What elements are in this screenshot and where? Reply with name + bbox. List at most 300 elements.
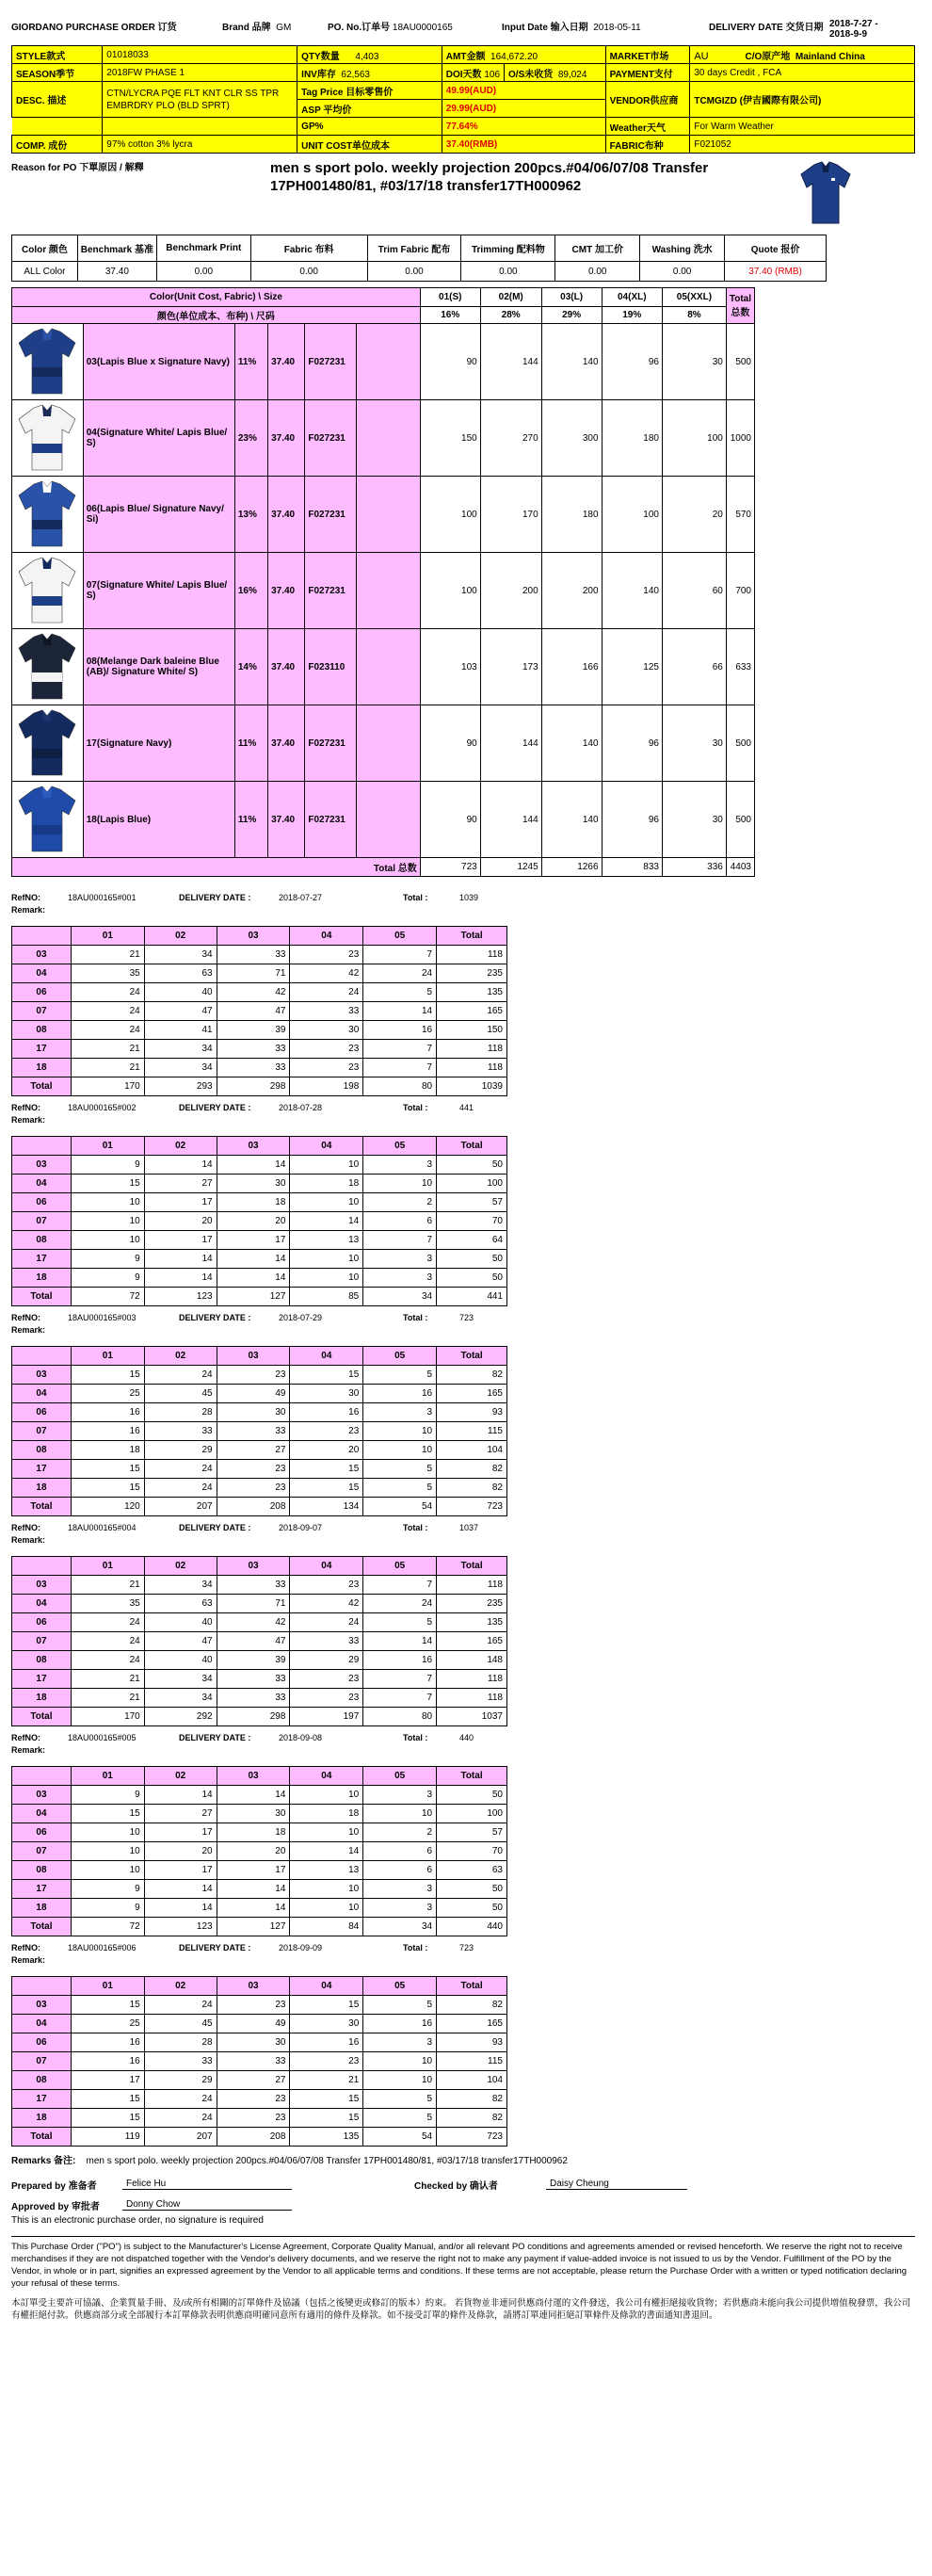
split-row: [12, 1441, 507, 1460]
split-quantity-cell: 15: [290, 2109, 363, 2128]
color-unit-cost: 37.40: [268, 477, 305, 553]
split-quantity-cell: 16: [363, 1021, 437, 1040]
split-quantity-cell: 7: [363, 1576, 437, 1595]
split-quantity-cell: 235: [437, 964, 507, 983]
split-quantity-cell: 13: [290, 1861, 363, 1880]
split-quantity-cell: 7: [363, 1059, 437, 1077]
split-total-row: [12, 1288, 507, 1306]
color-unit-cost: 37.40: [268, 400, 305, 477]
split-quantity-cell: 10: [290, 1193, 363, 1212]
split-color-code: 04: [12, 1175, 72, 1193]
split-quantity-cell: 57: [437, 1193, 507, 1212]
delivery-split-meta: [11, 1940, 923, 1955]
split-quantity-cell: 23: [290, 1576, 363, 1595]
split-row: [12, 2071, 507, 2090]
ref-label: RefNO:: [11, 1103, 40, 1112]
split-quantity-cell: 14: [217, 1250, 290, 1269]
split-size-header: 04: [290, 1767, 363, 1786]
split-row: [12, 1861, 507, 1880]
split-quantity-cell: 5: [363, 1479, 437, 1498]
split-quantity-cell: 118: [437, 1689, 507, 1708]
split-quantity-cell: 34: [144, 1670, 217, 1689]
split-total-cell: 34: [363, 1918, 437, 1936]
split-quantity-cell: 15: [290, 1479, 363, 1498]
cost-value-cell: 0.00: [250, 262, 367, 282]
split-total-header: Total: [437, 1767, 507, 1786]
split-quantity-cell: 18: [290, 1805, 363, 1823]
split-quantity-cell: 5: [363, 2090, 437, 2109]
split-total-cell: 120: [71, 1498, 144, 1516]
split-quantity-cell: 21: [71, 1040, 144, 1059]
split-quantity-cell: 50: [437, 1250, 507, 1269]
split-total-row-label: Total: [12, 1077, 72, 1096]
season-value: 2018FW PHASE 1: [103, 64, 297, 82]
split-total-header: Total: [437, 1137, 507, 1156]
split-quantity-cell: 47: [144, 1632, 217, 1651]
row-total-cell: 1000: [726, 400, 754, 477]
split-size-header: 04: [290, 1557, 363, 1576]
split-quantity-cell: 16: [290, 1403, 363, 1422]
split-quantity-cell: 3: [363, 1403, 437, 1422]
split-color-code: 08: [12, 1231, 72, 1250]
split-total-header: Total: [437, 1977, 507, 1996]
split-quantity-cell: 10: [71, 1193, 144, 1212]
cost-value-cell: 0.00: [367, 262, 461, 282]
split-quantity-cell: 50: [437, 1786, 507, 1805]
split-quantity-cell: 20: [217, 1212, 290, 1231]
split-total-header: Total: [437, 927, 507, 946]
grand-total-cell: 1245: [480, 858, 541, 877]
split-quantity-cell: 15: [290, 1366, 363, 1385]
split-quantity-cell: 7: [363, 1689, 437, 1708]
split-quantity-cell: 24: [71, 1632, 144, 1651]
split-color-code: 07: [12, 1212, 72, 1231]
split-color-code: 03: [12, 946, 72, 964]
split-quantity-cell: 50: [437, 1269, 507, 1288]
quantity-cell: 125: [602, 629, 662, 705]
electronic-note: This is an electronic purchase order, no signature is required: [11, 2215, 264, 2226]
split-header-row: [12, 1557, 507, 1576]
split-quantity-cell: 24: [71, 1651, 144, 1670]
color-name: 08(Melange Dark baleine Blue (AB)/ Signature White/ S): [83, 629, 234, 705]
split-total-cell: 54: [363, 2128, 437, 2147]
split-row: [12, 2052, 507, 2071]
quantity-cell: 100: [420, 553, 480, 629]
split-size-header: 03: [217, 1347, 290, 1366]
color-unit-cost: 37.40: [268, 324, 305, 400]
quantity-cell: 96: [602, 324, 662, 400]
split-header-row: [12, 1767, 507, 1786]
split-total-label: Total :: [403, 1103, 428, 1112]
blank-cell: [356, 782, 420, 858]
tag-price-value: 49.99(AUD): [442, 82, 605, 100]
split-total-row-label: Total: [12, 1918, 72, 1936]
split-size-header: 01: [71, 927, 144, 946]
split-size-header: 04: [290, 1137, 363, 1156]
split-quantity-cell: 16: [71, 1403, 144, 1422]
split-quantity-cell: 15: [71, 2109, 144, 2128]
split-quantity-cell: 17: [144, 1861, 217, 1880]
split-color-code: 08: [12, 1861, 72, 1880]
split-color-code: 04: [12, 2015, 72, 2033]
cost-header-cell: Washing 洗水: [640, 235, 725, 262]
split-color-code: 04: [12, 1385, 72, 1403]
split-quantity-cell: 47: [144, 1002, 217, 1021]
split-quantity-cell: 50: [437, 1156, 507, 1175]
row-total-cell: 570: [726, 477, 754, 553]
split-quantity-cell: 25: [71, 1385, 144, 1403]
split-quantity-cell: 17: [217, 1231, 290, 1250]
polo-shirt-image: [15, 784, 79, 855]
product-polo-image: [797, 159, 854, 227]
split-total-row: [12, 2128, 507, 2147]
approval-row: Approved by 审批者 Donny Chow: [11, 2195, 923, 2215]
split-size-header: 03: [217, 1767, 290, 1786]
signatures-row: Prepared by 准备者 Felice Hu Checked by 确认者 Daisy Cheung: [11, 2174, 923, 2195]
delivery-date-label: DELIVERY DATE :: [179, 893, 251, 902]
delivery-date-label: DELIVERY DATE :: [179, 1103, 251, 1112]
split-quantity-cell: 24: [363, 964, 437, 983]
split-quantity-cell: 24: [144, 2090, 217, 2109]
split-size-header: 03: [217, 1557, 290, 1576]
split-total-row-label: Total: [12, 1708, 72, 1726]
row-total-cell: 500: [726, 782, 754, 858]
unit-cost-label: UNIT COST单位成本: [297, 136, 442, 154]
delivery-split-meta: [11, 1520, 923, 1535]
split-quantity-cell: 150: [437, 1021, 507, 1040]
split-quantity-cell: 30: [217, 2033, 290, 2052]
ref-value: 18AU000165#006: [68, 1943, 137, 1952]
split-quantity-cell: 118: [437, 1059, 507, 1077]
split-quantity-cell: 23: [217, 1366, 290, 1385]
split-quantity-cell: 165: [437, 1385, 507, 1403]
split-total-cell: 723: [437, 2128, 507, 2147]
cost-value-cell: 0.00: [156, 262, 250, 282]
quantity-cell: 200: [541, 553, 602, 629]
split-quantity-cell: 57: [437, 1823, 507, 1842]
split-row: [12, 1250, 507, 1269]
split-total-row-label: Total: [12, 2128, 72, 2147]
split-row: [12, 1156, 507, 1175]
split-quantity-cell: 5: [363, 1613, 437, 1632]
quantity-cell: 100: [602, 477, 662, 553]
split-quantity-cell: 14: [144, 1250, 217, 1269]
split-total-cell: 170: [71, 1708, 144, 1726]
row-total-cell: 633: [726, 629, 754, 705]
split-quantity-cell: 10: [290, 1156, 363, 1175]
split-total-cell: 208: [217, 2128, 290, 2147]
split-quantity-cell: 82: [437, 2109, 507, 2128]
color-image-cell: [12, 705, 84, 782]
split-quantity-cell: 42: [290, 1595, 363, 1613]
ref-value: 18AU000165#005: [68, 1733, 137, 1742]
blank-cell: [356, 553, 420, 629]
split-color-code: 08: [12, 2071, 72, 2090]
split-quantity-cell: 14: [217, 1899, 290, 1918]
split-quantity-cell: 15: [71, 1175, 144, 1193]
split-row: [12, 1899, 507, 1918]
row-total-cell: 700: [726, 553, 754, 629]
split-total-cell: 85: [290, 1288, 363, 1306]
split-quantity-cell: 16: [71, 2052, 144, 2071]
split-quantity-cell: 115: [437, 2052, 507, 2071]
blank-cell: [12, 1977, 72, 1996]
split-row: [12, 983, 507, 1002]
amount-field: AMT金额 164,672.20: [442, 46, 605, 64]
color-row: [12, 477, 755, 553]
split-quantity-cell: 165: [437, 1632, 507, 1651]
split-total-cell: 54: [363, 1498, 437, 1516]
split-color-code: 17: [12, 1880, 72, 1899]
row-total-cell: 500: [726, 324, 754, 400]
split-quantity-cell: 10: [363, 1175, 437, 1193]
split-quantity-cell: 50: [437, 1880, 507, 1899]
split-quantity-cell: 42: [217, 1613, 290, 1632]
blank-cell: [12, 927, 72, 946]
season-label: SEASON季节: [12, 64, 103, 82]
quantity-cell: 30: [662, 324, 726, 400]
remark-label: Remark:: [11, 1535, 46, 1545]
split-quantity-cell: 93: [437, 2033, 507, 2052]
split-quantity-cell: 82: [437, 2090, 507, 2109]
style-label: STYLE款式: [12, 46, 103, 64]
split-quantity-cell: 42: [217, 983, 290, 1002]
split-row: [12, 1403, 507, 1422]
size-header-cell: 05(XXL): [662, 288, 726, 307]
split-quantity-cell: 2: [363, 1823, 437, 1842]
color-image-cell: [12, 629, 84, 705]
split-color-code: 18: [12, 1269, 72, 1288]
blank-cell: [12, 1137, 72, 1156]
color-name: 17(Signature Navy): [83, 705, 234, 782]
quantity-cell: 180: [541, 477, 602, 553]
split-quantity-cell: 9: [71, 1880, 144, 1899]
quantity-cell: 96: [602, 782, 662, 858]
remark-label: Remark:: [11, 1115, 46, 1125]
split-size-header: 02: [144, 1347, 217, 1366]
payment-value: 30 days Credit , FCA: [690, 64, 915, 82]
grand-total-cell: 4403: [726, 858, 754, 877]
split-size-header: 03: [217, 1977, 290, 1996]
split-quantity-cell: 10: [290, 1786, 363, 1805]
split-row: [12, 1880, 507, 1899]
quantity-cell: 180: [602, 400, 662, 477]
split-quantity-cell: 64: [437, 1231, 507, 1250]
split-color-code: 08: [12, 1651, 72, 1670]
split-color-code: 03: [12, 1366, 72, 1385]
split-quantity-cell: 3: [363, 2033, 437, 2052]
split-row: [12, 2033, 507, 2052]
split-quantity-cell: 14: [363, 1632, 437, 1651]
split-quantity-cell: 40: [144, 1613, 217, 1632]
split-row: [12, 2015, 507, 2033]
split-quantity-cell: 33: [217, 946, 290, 964]
split-row: [12, 1212, 507, 1231]
split-quantity-cell: 33: [217, 1670, 290, 1689]
split-total-value: 1037: [459, 1523, 479, 1532]
quantity-cell: 300: [541, 400, 602, 477]
split-quantity-cell: 14: [363, 1002, 437, 1021]
cost-header-cell: CMT 加工价: [555, 235, 640, 262]
outstanding-field: O/S未收货 89,024: [505, 64, 606, 82]
split-quantity-cell: 21: [71, 1670, 144, 1689]
split-quantity-cell: 23: [290, 1040, 363, 1059]
split-quantity-cell: 27: [144, 1175, 217, 1193]
split-total-cell: 72: [71, 1288, 144, 1306]
split-quantity-cell: 104: [437, 1441, 507, 1460]
split-row: [12, 1689, 507, 1708]
split-quantity-cell: 118: [437, 1670, 507, 1689]
split-size-header: 05: [363, 1557, 437, 1576]
split-quantity-cell: 18: [71, 1441, 144, 1460]
split-color-code: 08: [12, 1441, 72, 1460]
split-quantity-cell: 10: [290, 1250, 363, 1269]
split-quantity-cell: 23: [290, 1689, 363, 1708]
split-quantity-cell: 24: [71, 983, 144, 1002]
split-total-row: [12, 1498, 507, 1516]
split-row: [12, 1385, 507, 1403]
vendor-label: VENDOR供应商: [605, 82, 690, 118]
vendor-value: TCMGIZD (伊吉國際有限公司): [690, 82, 915, 118]
split-row: [12, 1996, 507, 2015]
gp-value: 77.64%: [442, 118, 605, 136]
split-quantity-cell: 15: [71, 2090, 144, 2109]
split-row: [12, 1670, 507, 1689]
split-header-row: [12, 1347, 507, 1366]
cost-value-cell: ALL Color: [12, 262, 78, 282]
split-quantity-cell: 33: [144, 1422, 217, 1441]
split-quantity-cell: 5: [363, 1460, 437, 1479]
split-row: [12, 1786, 507, 1805]
color-image-cell: [12, 553, 84, 629]
split-quantity-cell: 104: [437, 2071, 507, 2090]
split-quantity-cell: 34: [144, 1576, 217, 1595]
split-quantity-cell: 9: [71, 1269, 144, 1288]
split-color-code: 07: [12, 1422, 72, 1441]
reason-section: [11, 159, 923, 235]
split-color-code: 18: [12, 2109, 72, 2128]
split-quantity-cell: 47: [217, 1002, 290, 1021]
split-quantity-cell: 93: [437, 1403, 507, 1422]
color-fabric: F027231: [305, 782, 356, 858]
split-quantity-cell: 30: [290, 1021, 363, 1040]
split-quantity-cell: 34: [144, 946, 217, 964]
split-quantity-cell: 14: [217, 1156, 290, 1175]
split-quantity-cell: 34: [144, 1689, 217, 1708]
split-quantity-cell: 10: [290, 1823, 363, 1842]
split-total-value: 441: [459, 1103, 474, 1112]
split-total-cell: 207: [144, 1498, 217, 1516]
quantity-cell: 90: [420, 324, 480, 400]
split-total-cell: 123: [144, 1288, 217, 1306]
split-quantity-cell: 23: [217, 1996, 290, 2015]
split-quantity-cell: 10: [363, 1805, 437, 1823]
split-total-header: Total: [437, 1557, 507, 1576]
split-color-code: 06: [12, 1823, 72, 1842]
cost-header-cell: Fabric 布料: [250, 235, 367, 262]
po-info-table: [11, 45, 915, 154]
delivery-split-section: [11, 1520, 923, 1726]
split-color-code: 17: [12, 1670, 72, 1689]
split-quantity-cell: 24: [144, 1996, 217, 2015]
split-color-code: 06: [12, 1403, 72, 1422]
split-quantity-cell: 5: [363, 1996, 437, 2015]
split-total-row: [12, 1708, 507, 1726]
cost-value-cell: 0.00: [555, 262, 640, 282]
description-value: CTN/LYCRA PQE FLT KNT CLR SS TPR EMBRDRY PLO (BLD SPRT): [103, 82, 297, 118]
split-quantity-cell: 15: [71, 1366, 144, 1385]
quantity-cell: 30: [662, 782, 726, 858]
split-quantity-cell: 28: [144, 1403, 217, 1422]
split-size-header: 04: [290, 927, 363, 946]
split-quantity-cell: 16: [363, 1385, 437, 1403]
color-row: [12, 400, 755, 477]
legal-terms-en: This Purchase Order ("PO") is subject to the Manufacturer's License Agreement, Corporate Quality Manual, and/or all relevant PO conditions and agreements amended or revised henceforth. We reserve the right not to receive merchandises if they are not dispatched together with the Vendor's delivery documents, and we reserve the right not to make any payment if value-added invoice is not issued to us by the Vendor. Fulfillment of the PO by the Vendor, in whole or in part, signifies an expressed agreement by the Vendor to all applicable terms and conditions. If these terms are not acceptable, please return the Purchase Order with a written or typed notification declaring your refusal of these terms.: [11, 2236, 915, 2290]
polo-shirt-image: [15, 402, 79, 474]
split-quantity-cell: 15: [71, 1460, 144, 1479]
split-total-cell: 119: [71, 2128, 144, 2147]
delivery-split-meta: [11, 890, 923, 905]
ref-value: 18AU000165#004: [68, 1523, 137, 1532]
split-color-code: 17: [12, 2090, 72, 2109]
ref-label: RefNO:: [11, 1733, 40, 1742]
split-size-header: 02: [144, 1767, 217, 1786]
split-quantity-cell: 39: [217, 1651, 290, 1670]
split-quantity-cell: 10: [71, 1842, 144, 1861]
ref-value: 18AU000165#003: [68, 1313, 137, 1322]
split-quantity-cell: 18: [290, 1175, 363, 1193]
polo-shirt-image: [15, 707, 79, 779]
split-quantity-cell: 33: [217, 1059, 290, 1077]
split-total-row-label: Total: [12, 1498, 72, 1516]
split-total-row-label: Total: [12, 1288, 72, 1306]
split-quantity-cell: 9: [71, 1899, 144, 1918]
split-quantity-cell: 18: [217, 1193, 290, 1212]
split-quantity-cell: 10: [71, 1212, 144, 1231]
split-quantity-cell: 16: [290, 2033, 363, 2052]
delivery-date-label: DELIVERY DATE :: [179, 1313, 251, 1322]
delivery-split-table: [11, 1976, 507, 2147]
delivery-date-label: DELIVERY DATE :: [179, 1733, 251, 1742]
po-number-field: PO. No.订单号 18AU0000165: [328, 23, 453, 33]
split-quantity-cell: 33: [290, 1632, 363, 1651]
split-color-code: 06: [12, 2033, 72, 2052]
delivery-split-table: [11, 926, 507, 1096]
delivery-split-section: [11, 890, 923, 1096]
quantity-cell: 173: [480, 629, 541, 705]
split-quantity-cell: 6: [363, 1212, 437, 1231]
split-total-cell: 198: [290, 1077, 363, 1096]
size-percent-cell: 29%: [541, 307, 602, 324]
cost-header-cell: Benchmark 基准: [77, 235, 156, 262]
grand-total-row: [12, 858, 755, 877]
composition-label: COMP. 成份: [12, 136, 103, 154]
split-quantity-cell: 6: [363, 1861, 437, 1880]
grand-total-label: Total 总数: [12, 858, 421, 877]
delivery-date-value: 2018-07-28: [279, 1103, 323, 1112]
split-quantity-cell: 118: [437, 1040, 507, 1059]
color-percent: 16%: [234, 553, 267, 629]
split-color-code: 07: [12, 1002, 72, 1021]
inventory-field: INV库存 62,563: [297, 64, 442, 82]
split-total-cell: 127: [217, 1918, 290, 1936]
composition-value: 97% cotton 3% lycra: [103, 136, 297, 154]
split-color-code: 07: [12, 2052, 72, 2071]
size-header-cell: 04(XL): [602, 288, 662, 307]
split-quantity-cell: 9: [71, 1250, 144, 1269]
split-size-header: 05: [363, 1347, 437, 1366]
quantity-cell: 170: [480, 477, 541, 553]
